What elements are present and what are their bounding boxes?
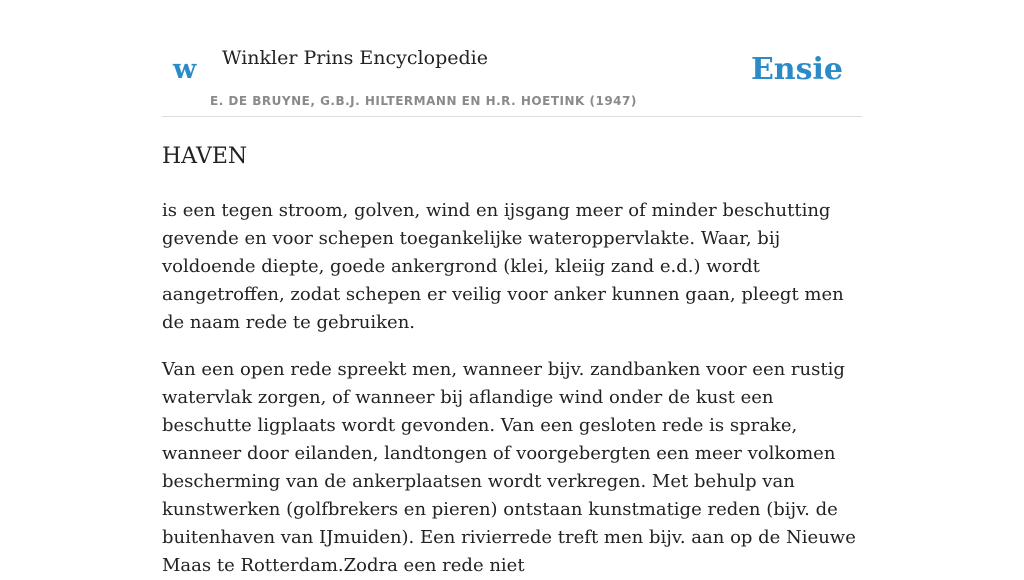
article-headword: HAVEN	[162, 144, 248, 169]
article-paragraph: is een tegen stroom, golven, wind en ijsgang meer of minder beschutting gevende en voor schepen toegankelijke wateroppervlakte. Waar, bij voldoende diepte, goede ankergrond (klei, kleiig zand e.d.) wordt aangetroffen, zodat schepen er veilig voor anker kunnen gaan, pleegt men de naam rede te gebruiken.	[162, 200, 844, 333]
source-title[interactable]: Winkler Prins Encyclopedie	[222, 47, 488, 69]
ensie-logo[interactable]: Ensie	[750, 52, 843, 87]
source-authors: E. DE BRUYNE, G.B.J. HILTERMANN EN H.R. HOETINK (1947)	[210, 94, 637, 108]
wp-logo[interactable]: w	[173, 54, 197, 85]
page	[162, 0, 862, 580]
article-paragraph: Van een open rede spreekt men, wanneer bijv. zandbanken voor een rustig watervlak zorgen, of wanneer bij aflandige wind onder de kust een beschutte ligplaats wordt gevonden. Van een gesloten rede is sprake, wanneer door eilanden, landtongen of voorgebergten een meer volkomen bescherming van de ankerplaatsen wordt verkregen. Met behulp van kunstwerken (golfbrekers en pieren) ontstaan kunstmatige reden (bijv. de buitenhaven van IJmuiden). Een rivierrede treft men bijv. aan op de Nieuwe Maas te Rotterdam.Zodra een rede niet	[162, 359, 856, 576]
site-header	[162, 0, 862, 117]
